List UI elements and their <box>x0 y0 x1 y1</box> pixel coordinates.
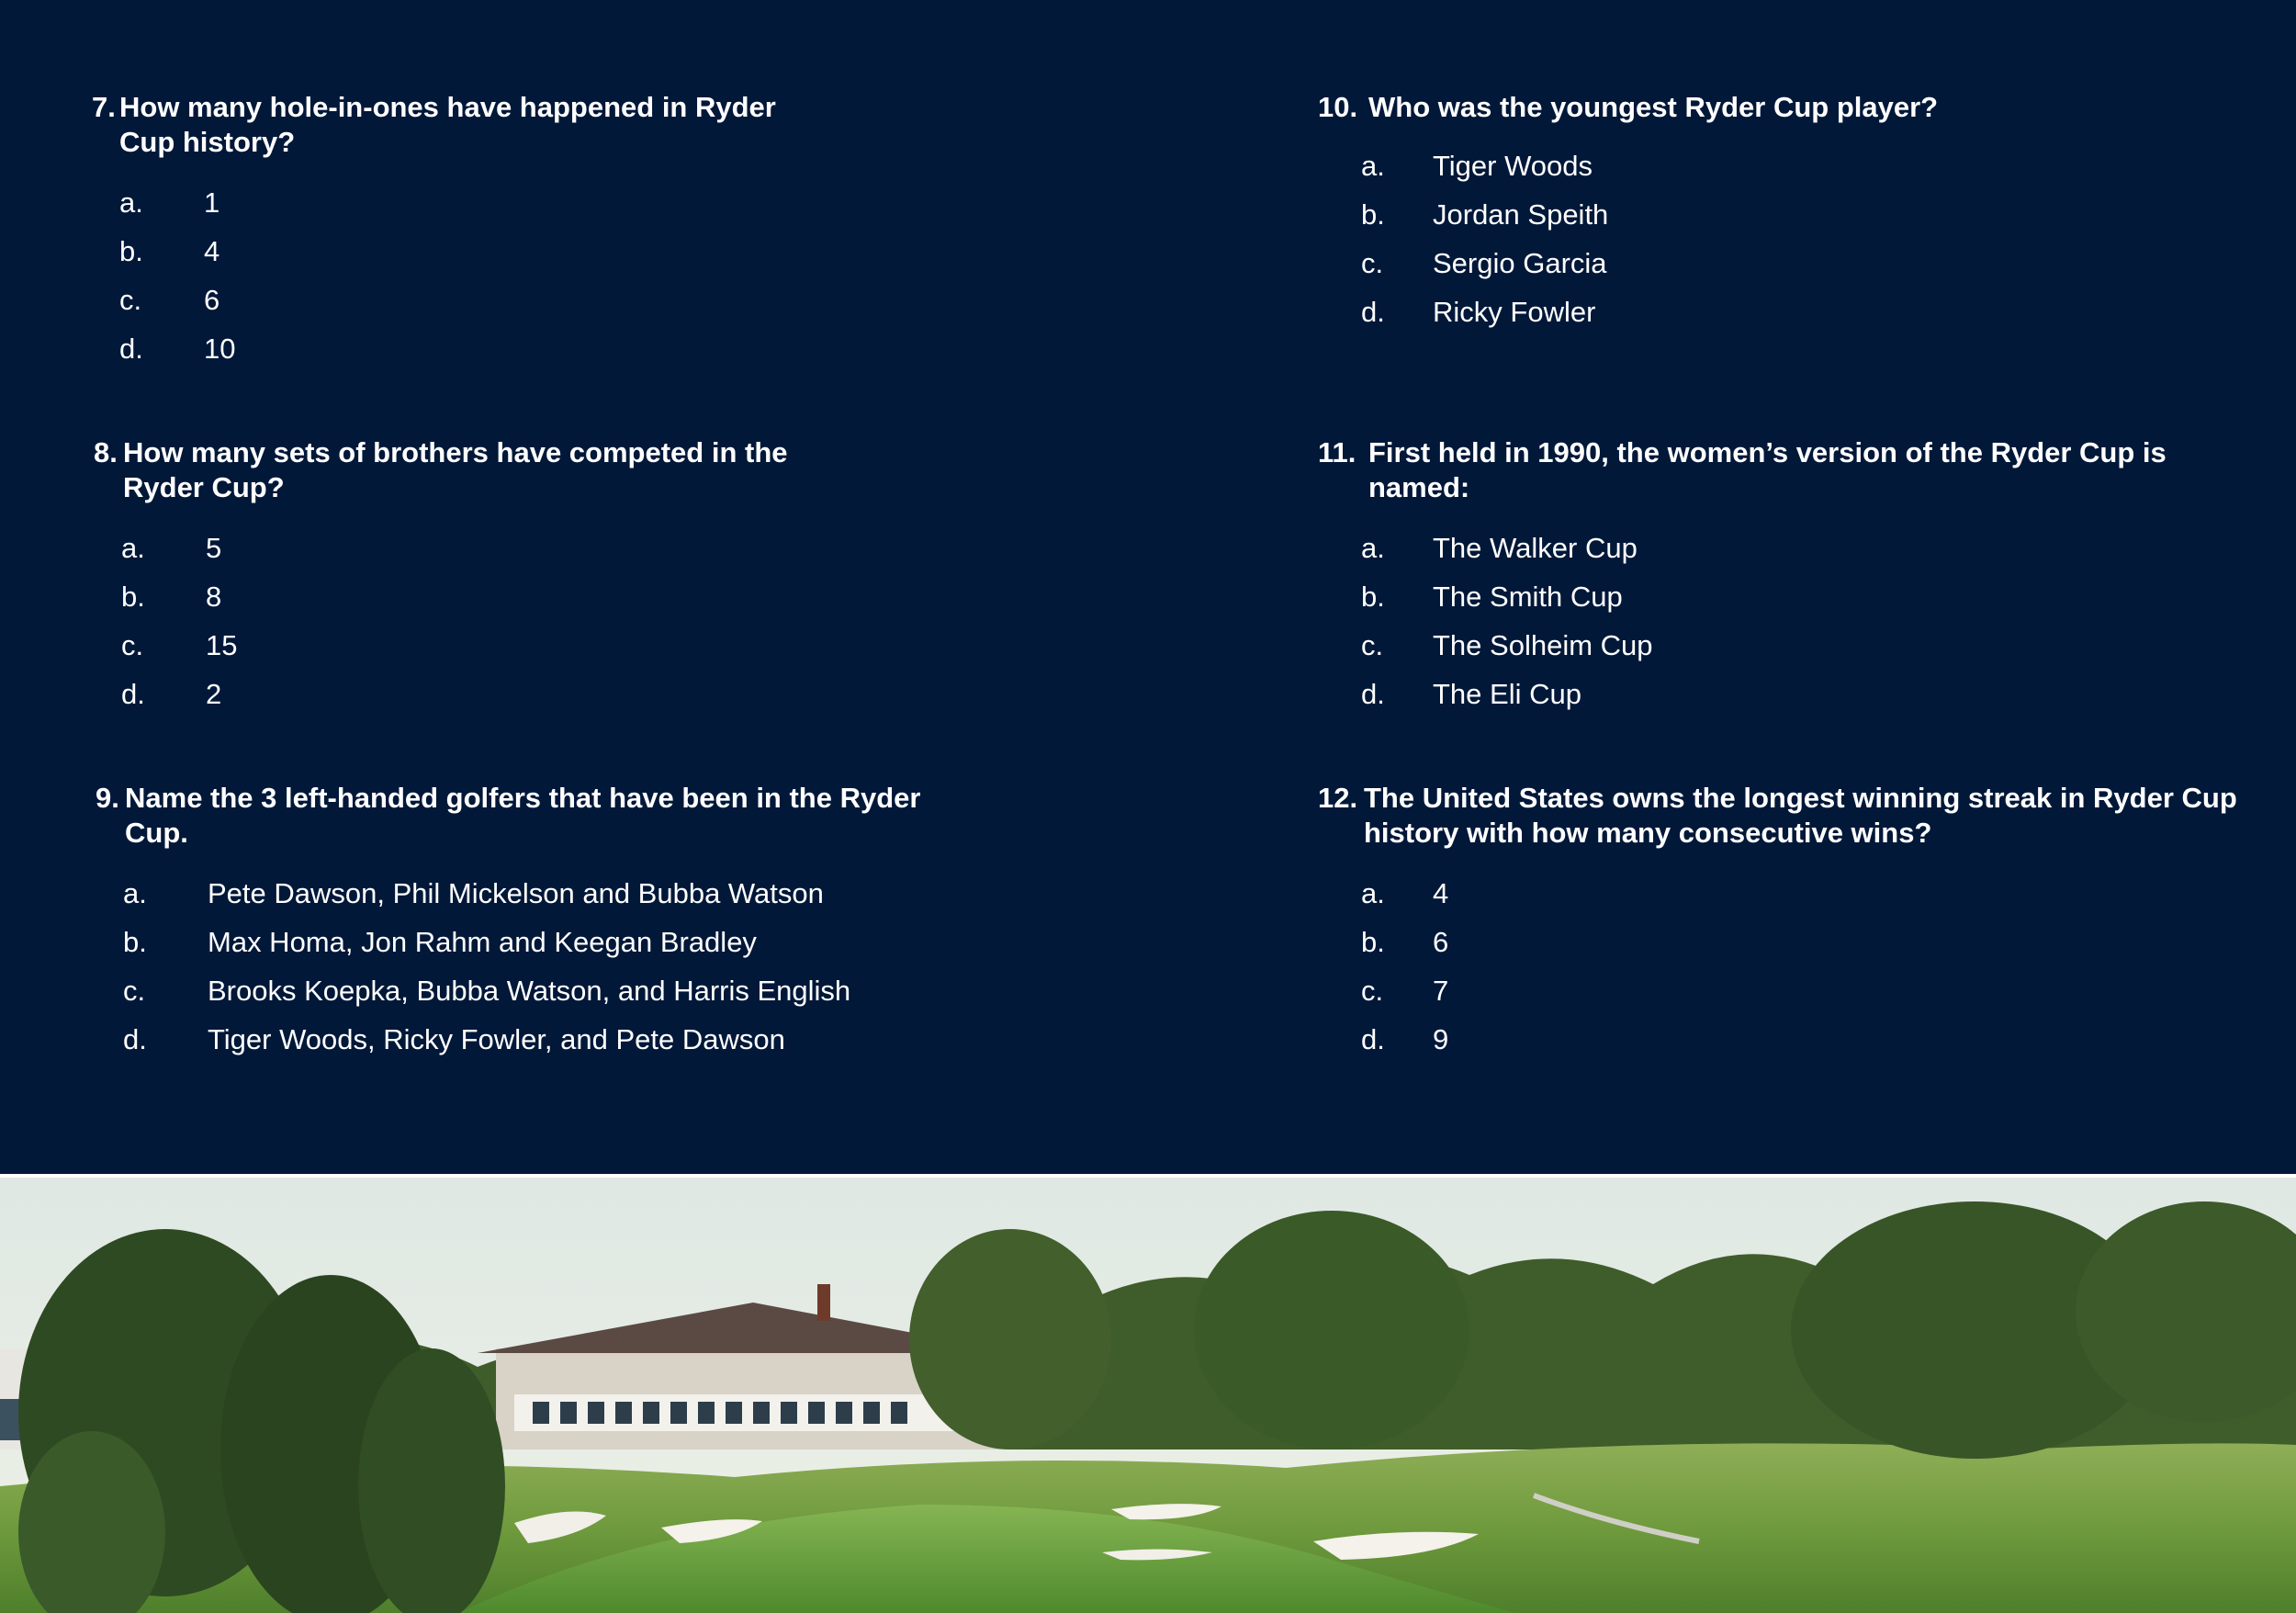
question-number: 12. <box>1318 782 1358 814</box>
answer-option <box>121 621 828 670</box>
option-text: Jordan Speith <box>1433 197 1609 231</box>
answer-options <box>123 869 977 1064</box>
answer-option <box>123 918 977 966</box>
answer-option <box>119 178 790 227</box>
option-text: Sergio Garcia <box>1433 246 1607 279</box>
question-heading <box>1318 90 2144 125</box>
option-letter: b. <box>1361 580 1385 613</box>
question-text: How many hole-in-ones have happened in Ryder Cup history? <box>119 91 776 158</box>
option-letter: d. <box>123 1022 147 1055</box>
question-heading <box>1318 435 2255 505</box>
option-text: 8 <box>206 580 222 613</box>
option-letter: d. <box>1361 1022 1385 1055</box>
option-text: 4 <box>1433 876 1449 909</box>
question-9 <box>96 781 977 1064</box>
answer-option <box>1361 670 2255 718</box>
option-letter: a. <box>123 876 147 909</box>
answer-options <box>119 178 790 373</box>
question-heading <box>94 435 828 505</box>
option-text: The Smith Cup <box>1433 580 1623 613</box>
golf-course-illustration <box>0 1174 2296 1613</box>
question-11 <box>1318 435 2255 718</box>
question-heading <box>96 781 977 851</box>
option-text: 5 <box>206 531 222 564</box>
golf-course-photo <box>0 1174 2296 1613</box>
question-text: How many sets of brothers have competed in the Ryder Cup? <box>123 436 788 503</box>
question-text: Name the 3 left-handed golfers that have been in the Ryder Cup. <box>125 782 921 849</box>
question-number: 8. <box>94 436 118 468</box>
question-12 <box>1318 781 2255 1064</box>
option-text: The Solheim Cup <box>1433 628 1653 661</box>
answer-option <box>1361 1015 2255 1064</box>
option-letter: c. <box>119 283 142 316</box>
answer-options <box>1361 869 2255 1064</box>
option-letter: b. <box>119 234 143 267</box>
question-number: 9. <box>96 782 119 814</box>
answer-option <box>121 524 828 572</box>
option-text: 4 <box>204 234 220 267</box>
answer-option <box>119 324 790 373</box>
option-text: Max Homa, Jon Rahm and Keegan Bradley <box>208 925 757 958</box>
option-letter: b. <box>1361 197 1385 231</box>
question-8 <box>94 435 828 718</box>
question-heading <box>92 90 790 160</box>
option-letter: b. <box>1361 925 1385 958</box>
answer-option <box>1361 239 2144 288</box>
answer-option <box>123 869 977 918</box>
option-text: 6 <box>204 283 220 316</box>
option-letter: d. <box>1361 295 1385 328</box>
option-letter: c. <box>1361 974 1384 1007</box>
option-text: Pete Dawson, Phil Mickelson and Bubba Watson <box>208 876 824 909</box>
question-number: 10. <box>1318 91 1358 123</box>
option-text: 7 <box>1433 974 1449 1007</box>
answer-option <box>1361 572 2255 621</box>
answer-option <box>123 1015 977 1064</box>
answer-option <box>1361 190 2144 239</box>
answer-option <box>119 227 790 276</box>
option-letter: c. <box>121 628 144 661</box>
option-text: 9 <box>1433 1022 1449 1055</box>
option-letter: c. <box>123 974 146 1007</box>
answer-option <box>119 276 790 324</box>
option-text: 1 <box>204 186 220 219</box>
option-text: Tiger Woods <box>1433 149 1593 182</box>
option-letter: b. <box>123 925 147 958</box>
option-text: Brooks Koepka, Bubba Watson, and Harris English <box>208 974 851 1007</box>
option-letter: d. <box>1361 677 1385 710</box>
question-text: Who was the youngest Ryder Cup player? <box>1368 91 1939 123</box>
option-letter: b. <box>121 580 145 613</box>
answer-option <box>1361 524 2255 572</box>
option-letter: d. <box>121 677 145 710</box>
option-letter: d. <box>119 332 143 365</box>
option-letter: c. <box>1361 628 1384 661</box>
option-text: Tiger Woods, Ricky Fowler, and Pete Dawson <box>208 1022 785 1055</box>
option-text: 10 <box>204 332 236 365</box>
answer-option <box>1361 141 2144 190</box>
option-letter: a. <box>1361 149 1385 182</box>
question-number: 11. <box>1318 436 1356 468</box>
answer-options <box>121 524 828 718</box>
option-text: 6 <box>1433 925 1449 958</box>
option-text: The Walker Cup <box>1433 531 1638 564</box>
answer-option <box>1361 621 2255 670</box>
answer-option <box>1361 288 2144 336</box>
option-letter: a. <box>1361 531 1385 564</box>
option-letter: a. <box>1361 876 1385 909</box>
option-text: The Eli Cup <box>1433 677 1581 710</box>
question-heading <box>1318 781 2255 851</box>
answer-option <box>1361 869 2255 918</box>
answer-option <box>123 966 977 1015</box>
option-text: 15 <box>206 628 238 661</box>
answer-option <box>121 670 828 718</box>
answer-option <box>1361 966 2255 1015</box>
answer-option <box>1361 918 2255 966</box>
question-7 <box>92 90 790 373</box>
question-10 <box>1318 90 2144 336</box>
question-text: First held in 1990, the women’s version of the Ryder Cup is named: <box>1368 436 2167 503</box>
answer-options <box>1361 141 2144 336</box>
question-text: The United States owns the longest winning streak in Ryder Cup history with how many consecutive wins? <box>1364 782 2237 849</box>
option-letter: a. <box>121 531 145 564</box>
answer-option <box>121 572 828 621</box>
question-number: 7. <box>92 91 116 123</box>
option-text: 2 <box>206 677 222 710</box>
answer-options <box>1361 524 2255 718</box>
option-letter: a. <box>119 186 143 219</box>
option-text: Ricky Fowler <box>1433 295 1596 328</box>
option-letter: c. <box>1361 246 1384 279</box>
